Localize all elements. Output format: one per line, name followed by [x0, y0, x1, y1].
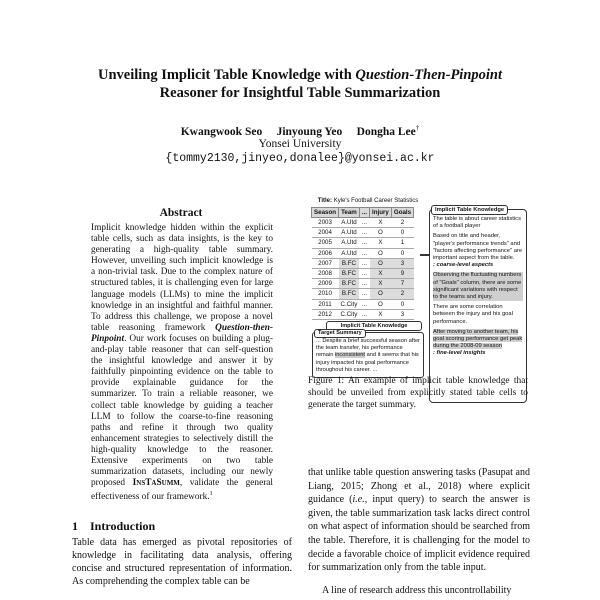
abstract-body: [91, 223, 273, 503]
abstract-text: Implicit knowledge hidden within the explicit table cells, such as data insights, is the key to generating a high-quality table summary. However, unveiling such implicit knowledge is a non-trivial task. Due to the complex nature of structured tables, it is challenging even for large language models (LLMs) to mine the implicit knowledge in an insightful and faithful manner. To address this challenge, we propose a novel table reasoning framework: [91, 223, 273, 333]
table-cell: ...: [359, 299, 369, 309]
table-row: [312, 218, 414, 228]
right-column-text: [308, 466, 530, 575]
intro-text: Table data has emerged as pivotal repositories of knowledge in facilitating data analysis, offering concise and structured representation of information. As comprehending the complex table can be: [72, 537, 292, 587]
coarse-level-label: : coarse-level aspects: [433, 262, 494, 269]
table-cell: 2003: [312, 218, 339, 228]
table-row: [312, 238, 414, 248]
table-cell: 2012: [312, 309, 339, 319]
figure-table-title: [313, 198, 423, 204]
table-cell: 9: [391, 268, 413, 278]
table-cell: X: [370, 218, 392, 228]
figure-caption: Figure 1: An example of implicit table knowledge that should be unveiled from explicitly stated table cells to generate the target summary.: [308, 376, 528, 410]
table-cell: A.Utd: [339, 238, 360, 248]
dataset-name: InsTaSumm: [132, 478, 180, 489]
affiliation: Yonsei University: [258, 138, 342, 150]
abstract-text: . Our work focuses on building a plug-and-play table reasoner that can self-question the insightful knowledge and answer it by faithfully pinpointing evidence on the table to provide explainable guidance for the summarizer. To train a reliable reasoner, we collect table knowledge by guiding a teacher LLM to follow the coarse-to-fine reasoning paths and refine it through two quality enhancement strategies to selectively distill the high-quality knowledge to the reasoner. Extensive experiments on two table summarization datasets, including our newly proposed: [91, 333, 273, 489]
table-row: [312, 248, 414, 258]
table-cell: 2: [391, 218, 413, 228]
section-heading: [72, 519, 155, 534]
body-text: , input query) to search the answer is given, the table summarization task lacks direct control on what aspect of information should be searched from the table. Therefore, it is challenging for the model to decide a favorable choice of implicit evidence required for summarization only from the table input.: [308, 494, 530, 574]
table-title: Kyle's Football Career Statistics: [333, 198, 419, 204]
table-row: [312, 228, 414, 238]
career-table: [311, 207, 414, 320]
title-text: Unveiling Implicit Table Knowledge with: [97, 67, 356, 83]
implicit-knowledge-label: Implicit Table Knowledge: [431, 205, 508, 215]
table-cell: B.FC: [339, 268, 360, 278]
table-cell: C.City: [340, 300, 358, 308]
column-header: ...: [359, 208, 369, 218]
table-cell: O: [370, 289, 392, 299]
insight-item: Observing the fluctuating numbers of "Goals" column, there are some significant variations with respect to the teams and injury.: [433, 272, 522, 301]
table-row: [312, 268, 414, 278]
author-mark: †: [415, 124, 420, 132]
column-header: Injury: [370, 208, 392, 218]
table-cell: ...: [359, 289, 369, 299]
table-title-label: Title:: [317, 198, 333, 204]
table-cell: A.Utd: [339, 248, 360, 258]
table-cell: X: [370, 279, 392, 289]
table-cell: X: [370, 238, 392, 248]
table-cell: 3: [391, 309, 413, 319]
insight-text: After moving to another team, his goal scoring performance get peak during the 2008-09 season: [433, 328, 523, 350]
table-cell: B.FC: [339, 279, 360, 289]
title-text-line2: Reasoner for Insightful Table Summarization: [159, 85, 441, 101]
table-cell: ...: [359, 279, 369, 289]
table-cell: ...: [359, 309, 369, 319]
implicit-knowledge-box: Implicit Table Knowledge: [326, 321, 422, 331]
summary-text: and it seems that his injury impacted his goal performance throughout his career. ...: [316, 352, 419, 373]
table-cell: 2008: [312, 268, 339, 278]
abstract-heading: Abstract: [159, 207, 203, 219]
table-cell: 0: [391, 299, 413, 309]
arrow-connector: [420, 254, 429, 256]
table-cell: ...: [359, 258, 369, 268]
table-row: [312, 289, 414, 299]
table-cell: A.Utd: [339, 218, 360, 228]
table-cell: 1: [391, 238, 413, 248]
section-number: 1: [72, 519, 78, 533]
table-cell: 2007: [312, 258, 339, 268]
insight-item: [433, 233, 523, 269]
implicit-knowledge-text: [433, 216, 523, 361]
fine-level-label: : fine-level insights: [433, 350, 486, 357]
insight-text: Based on title and header, "player's performance trends" and "factors affecting performance" are important aspect from the table.: [433, 233, 523, 262]
column-header: Goals: [391, 208, 413, 218]
table-cell: ...: [359, 268, 369, 278]
title-emphasis: Question-Then-Pinpoint: [355, 67, 503, 83]
email: {tommy2130,jinyeo,donalee}@yonsei.ac.kr: [165, 152, 435, 165]
table-cell: 7: [391, 279, 413, 289]
table-cell: 2010: [312, 289, 339, 299]
summary-highlight: inconsistent: [334, 352, 366, 359]
table-cell: B.FC: [339, 289, 360, 299]
table-cell: 2006: [312, 248, 339, 258]
section-title: Introduction: [90, 519, 156, 533]
target-summary-text: [316, 338, 420, 374]
table-cell: O: [370, 248, 392, 258]
table-cell: C.City: [340, 310, 358, 318]
insight-item: [433, 329, 523, 358]
table-cell: 3: [391, 258, 413, 268]
table-cell: O: [370, 299, 392, 309]
author-names: Kwangwook Seo Jinyoung Yeo Dongha Lee: [180, 125, 416, 138]
table-cell: ...: [359, 228, 369, 238]
insight-item: There are some correlation between the injury and his goal performance.: [433, 304, 513, 325]
table-cell: 2: [391, 289, 413, 299]
table-body: [312, 218, 414, 320]
framework-name: Question-then-Pinpoint: [91, 322, 273, 344]
table-cell: B.FC: [339, 258, 360, 268]
table-cell: X: [370, 268, 392, 278]
table-cell: 0: [391, 248, 413, 258]
table-cell: A.Utd: [339, 228, 360, 238]
body-text: that unlike table question answering tasks (Pasupat and Liang, 2015; Zhong et al., 2018) where explicit guidance (: [308, 467, 530, 506]
paper-title: [60, 66, 540, 102]
table-cell: O: [370, 258, 392, 268]
abstract-text: , validate the general effectiveness of our framework.: [91, 478, 273, 503]
table-cell: 2011: [312, 299, 339, 309]
table-header-row: [312, 208, 414, 218]
footnote-mark: 1: [209, 491, 213, 498]
table-cell: 0: [391, 228, 413, 238]
target-summary-label: Target Summary: [314, 329, 366, 338]
table-cell: ...: [359, 248, 369, 258]
table-cell: X: [370, 309, 392, 319]
right-column-tail: A line of research address this uncontrollability: [322, 585, 512, 596]
table-row: [312, 279, 414, 289]
column-header: Season: [312, 208, 339, 218]
table-cell: 2004: [312, 228, 339, 238]
table-cell: O: [370, 228, 392, 238]
table-row: [312, 299, 414, 309]
table-cell: 2009: [312, 279, 339, 289]
table-row: [312, 309, 414, 319]
column-header: Team: [339, 208, 360, 218]
insight-item: The table is about career statistics of a football player: [433, 216, 521, 230]
ie-text: i.e.: [352, 494, 365, 506]
table-cell: ...: [359, 218, 369, 228]
authors: [60, 124, 540, 138]
table-cell: 2005: [312, 238, 339, 248]
summary-text: ... Despite a brief successful season after the team transfer, his performance remain: [316, 338, 421, 359]
table-cell: ...: [359, 238, 369, 248]
table-row: [312, 258, 414, 268]
